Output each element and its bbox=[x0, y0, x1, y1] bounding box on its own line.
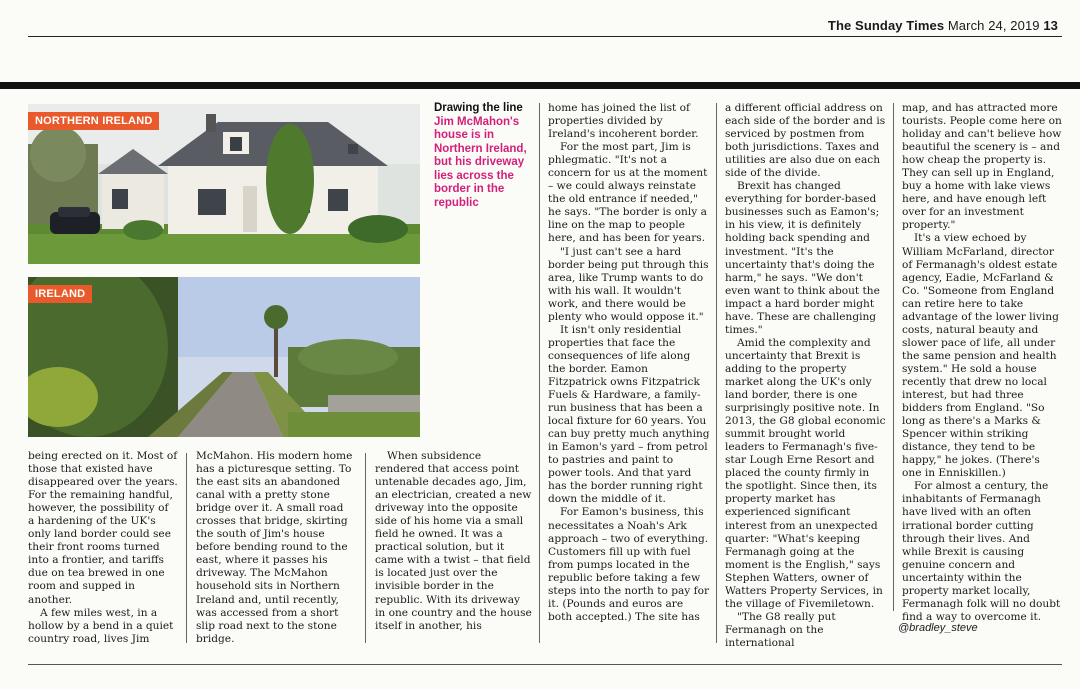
caption-body: Jim McMahon's house is in Northern Ireland, but his driveway lies across the border in the republic bbox=[434, 115, 527, 209]
masthead bbox=[828, 18, 1058, 33]
column-4 bbox=[548, 102, 710, 624]
photo-tag-ireland: IRELAND bbox=[28, 285, 92, 303]
column-rule-1 bbox=[186, 453, 187, 643]
paragraph: It isn't only residential properties that face the consequences of life along the border. Eamon Fitzpatrick owns Fitzpatrick Fuels & Hardware, a family-run business that has been a local fixture for 60 years. You can buy pretty much anything in Eamon's yard – from petrol to pastries and paint to power tools. And that yard has the border running right down the middle of it. bbox=[548, 323, 710, 506]
issue-date: March 24, 2019 bbox=[947, 18, 1040, 33]
column-rule-4 bbox=[716, 103, 717, 643]
paragraph: Brexit has changed everything for border-based businesses such as Eamon's; in his view, it is definitely holding back spending and investment. "It's the uncertainty that's doing the harm," he says. "We don't even want to think about the impact a hard border might have. These are challenging times." bbox=[725, 180, 880, 336]
newspaper-name: The Sunday Times bbox=[827, 18, 945, 33]
paragraph: McMahon. His modern home has a picturesque setting. To the east sits an abandoned canal with a pretty stone bridge over it. A small road crosses that bridge, skirting the south of Jim's house before bending round to the east, where it passes his driveway. The McMahon household sits in Northern Ireland and, until recently, was accessed from a short slip road next to the stone bridge. bbox=[196, 450, 353, 645]
driveway-photo bbox=[28, 277, 420, 437]
column-2 bbox=[196, 450, 358, 646]
column-rule-2 bbox=[365, 453, 366, 643]
paragraph: map, and has attracted more tourists. People come here on holiday and can't believe how beautiful the scenery is – and how cheap the property is. They can sell up in England, buy a home with lake views here, and have enough left over for an investment property." bbox=[902, 102, 1062, 232]
house-photo bbox=[28, 104, 420, 264]
paragraph: When subsidence rendered that access point untenable decades ago, Jim, an electrician, created a new driveway into the opposite side of his home via a small field he owned. It was a practical solution, but it came with a twist – that field is located just over the invisible border in the republic. With its driveway in one country and the house itself in another, his bbox=[375, 450, 532, 632]
header-rule bbox=[28, 36, 1062, 37]
paragraph: For the most part, Jim is phlegmatic. "It's not a concern for us at the moment – we could always reinstate the old entrance if needed," he says. "The border is only a line on the map to people here, and has been for years. bbox=[548, 141, 708, 245]
author-byline: @bradley_steve bbox=[898, 622, 978, 634]
paragraph: A few miles west, in a hollow by a bend in a quiet country road, lives Jim bbox=[28, 606, 174, 645]
paragraph: Amid the complexity and uncertainty that Brexit is adding to the property market along the UK's only land border, there is one surprisingly positive note. In 2013, the G8 global economic summit brought world leaders to Fermanagh's five-star Lough Erne Resort and placed the county firmly in the spotlight. Since then, its property market has experienced significant interest from an unexpected quarter: "What's keeping Fermanagh going at the moment is the English," says Stephen Watters, owner of Watters Property Services, in the village of Fivemiletown. bbox=[725, 336, 886, 610]
column-6 bbox=[902, 102, 1062, 624]
paragraph: "I just can't see a hard border being put through this area, like Trump wants to do with his wall. It wouldn't work, and there would be plenty who would oppose it." bbox=[548, 245, 709, 323]
column-1 bbox=[28, 450, 178, 646]
paragraph: "The G8 really put Fermanagh on the international bbox=[725, 610, 836, 649]
column-5 bbox=[725, 102, 887, 650]
paragraph: For Eamon's business, this necessitates a Noah's Ark approach – two of everything. Customers fill up with fuel from pumps located in the republic before taking a few steps into the north to pay for it. (Pounds and euros are both accepted.) The site has bbox=[548, 506, 710, 623]
paragraph: a different official address on each side of the border and is serviced by postmen from both jurisdictions. Taxes and utilities are also due on each side of the divide. bbox=[725, 102, 886, 180]
page-number: 13 bbox=[1043, 18, 1058, 33]
photo-tag-northern-ireland: NORTHERN IRELAND bbox=[28, 112, 159, 130]
caption-heading: Drawing the line bbox=[434, 102, 523, 114]
paragraph: For almost a century, the inhabitants of Fermanagh have lived with an often irrational border cutting through their lives. And while Brexit is causing genuine concern and uncertainty within the property market locally, Fermanagh folk will no doubt find a way to overcome it. bbox=[902, 480, 1061, 623]
column-3 bbox=[375, 450, 533, 633]
section-bar bbox=[0, 82, 1080, 89]
footer-rule bbox=[28, 664, 1062, 665]
photo-caption bbox=[434, 102, 534, 210]
column-rule-3 bbox=[539, 103, 540, 643]
column-rule-5 bbox=[893, 103, 894, 611]
paragraph: being erected on it. Most of those that existed have disappeared over the years. For the remaining handful, however, the possibility of a hardening of the UK's only land border could see their front rooms turned into a frontier, and tariffs due on tea brewed in one room and supped in another. bbox=[28, 450, 178, 606]
paragraph: It's a view echoed by William McFarland, director of Fermanagh's oldest estate agency, Eadie, McFarland & Co. "Someone from England can retire here to take advantage of the lower living costs, natural beauty and slower pace of life, all under the same pension and health system." He sold a house recently that drew no local interest, but had three bidders from England. "So long as there's a Marks & Spencer within striking distance, they tend to be happy," he jokes. (There's one in Enniskillen.) bbox=[902, 232, 1059, 480]
paragraph: home has joined the list of properties divided by Ireland's incoherent border. bbox=[548, 102, 699, 141]
